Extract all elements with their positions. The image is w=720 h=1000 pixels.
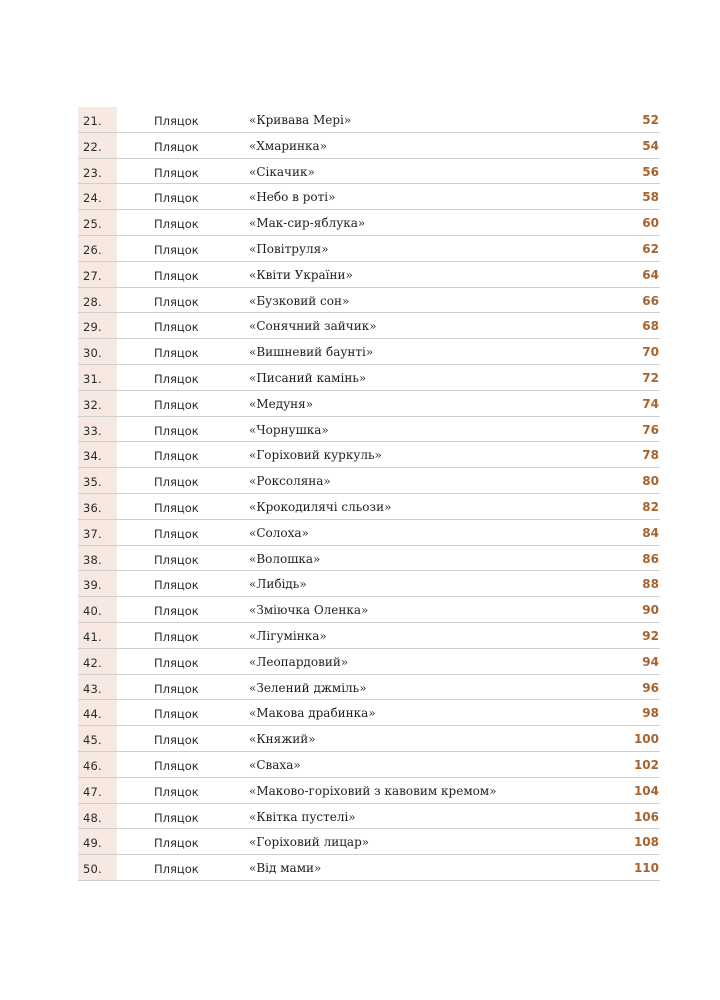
entry-page-number: 62 <box>642 241 659 256</box>
toc-row <box>78 288 660 314</box>
toc-row <box>78 597 660 623</box>
entry-page-number: 64 <box>642 267 659 282</box>
entry-title: «Медуня» <box>249 396 314 411</box>
table-of-contents <box>78 107 660 881</box>
entry-page-number: 110 <box>633 861 659 876</box>
entry-page-number: 108 <box>633 835 659 850</box>
entry-title: «Чорнушка» <box>249 422 329 437</box>
entry-page-number: 70 <box>642 345 659 360</box>
entry-category: Пляцок <box>154 294 199 309</box>
entry-category: Пляцок <box>154 836 199 851</box>
entry-page-number: 52 <box>642 113 659 127</box>
entry-category: Пляцок <box>154 500 199 515</box>
entry-number: 27. <box>83 268 102 283</box>
entry-category: Пляцок <box>154 604 199 619</box>
entry-page-number: 90 <box>642 603 659 618</box>
entry-category: Пляцок <box>154 423 199 438</box>
entry-title: «Макова драбинка» <box>249 706 376 721</box>
number-cell <box>78 571 117 596</box>
number-cell <box>78 675 117 700</box>
entry-category: Пляцок <box>154 578 199 593</box>
number-cell <box>78 339 117 364</box>
entry-page-number: 72 <box>642 370 659 385</box>
entry-number: 25. <box>83 217 102 232</box>
entry-number: 39. <box>83 578 102 593</box>
number-cell <box>78 442 117 467</box>
entry-category: Пляцок <box>154 139 199 154</box>
entry-number: 23. <box>83 165 102 180</box>
entry-page-number: 106 <box>633 809 659 824</box>
entry-number: 31. <box>83 371 102 386</box>
entry-category: Пляцок <box>154 862 199 877</box>
entry-title: «Зміючка Оленка» <box>249 603 369 618</box>
entry-title: «Сонячний зайчик» <box>249 319 377 334</box>
entry-category: Пляцок <box>154 733 199 748</box>
number-cell <box>78 184 117 209</box>
entry-title: «Маково-горіховий з кавовим кремом» <box>249 783 497 798</box>
toc-row <box>78 107 660 133</box>
entry-number: 47. <box>83 784 102 799</box>
number-cell <box>78 391 117 416</box>
entry-number: 33. <box>83 423 102 438</box>
entry-category: Пляцок <box>154 784 199 799</box>
toc-row <box>78 778 660 804</box>
entry-title: «Квіти України» <box>249 267 353 282</box>
entry-number: 26. <box>83 242 102 257</box>
entry-category: Пляцок <box>154 681 199 696</box>
entry-page-number: 60 <box>642 216 659 231</box>
number-cell <box>78 210 117 235</box>
number-cell <box>78 365 117 390</box>
entry-category: Пляцок <box>154 191 199 206</box>
entry-title: «Княжий» <box>249 732 316 747</box>
number-cell <box>78 726 117 751</box>
toc-row <box>78 829 660 855</box>
number-cell <box>78 133 117 158</box>
entry-number: 49. <box>83 836 102 851</box>
toc-row <box>78 571 660 597</box>
toc-row <box>78 262 660 288</box>
entry-page-number: 94 <box>642 654 659 669</box>
entry-category: Пляцок <box>154 552 199 567</box>
entry-title: «Сікачик» <box>249 164 315 179</box>
entry-number: 22. <box>83 139 102 154</box>
entry-category: Пляцок <box>154 397 199 412</box>
entry-page-number: 66 <box>642 293 659 308</box>
toc-row <box>78 236 660 262</box>
number-cell <box>78 468 117 493</box>
entry-title: «Либідь» <box>249 577 307 592</box>
entry-title: «Писаний камінь» <box>249 370 367 385</box>
entry-category: Пляцок <box>154 629 199 644</box>
number-cell <box>78 778 117 803</box>
entry-page-number: 98 <box>642 706 659 721</box>
entry-number: 28. <box>83 294 102 309</box>
entry-number: 46. <box>83 758 102 773</box>
entry-number: 35. <box>83 475 102 490</box>
toc-row <box>78 520 660 546</box>
entry-title: «Кривава Мері» <box>249 113 352 127</box>
entry-page-number: 54 <box>642 138 659 153</box>
entry-page-number: 74 <box>642 396 659 411</box>
entry-title: «Горіховий куркуль» <box>249 448 382 463</box>
toc-row <box>78 804 660 830</box>
toc-row <box>78 391 660 417</box>
toc-row <box>78 546 660 572</box>
toc-row <box>78 184 660 210</box>
toc-row <box>78 675 660 701</box>
number-cell <box>78 804 117 829</box>
entry-title: «Волошка» <box>249 551 321 566</box>
entry-number: 48. <box>83 810 102 825</box>
entry-number: 38. <box>83 552 102 567</box>
entry-title: «Квітка пустелі» <box>249 809 356 824</box>
entry-page-number: 80 <box>642 474 659 489</box>
toc-row <box>78 855 660 881</box>
entry-number: 43. <box>83 681 102 696</box>
entry-number: 45. <box>83 733 102 748</box>
number-cell <box>78 494 117 519</box>
toc-row <box>78 210 660 236</box>
entry-category: Пляцок <box>154 320 199 335</box>
number-cell <box>78 236 117 261</box>
number-cell <box>78 159 117 184</box>
entry-category: Пляцок <box>154 346 199 361</box>
entry-category: Пляцок <box>154 655 199 670</box>
entry-category: Пляцок <box>154 242 199 257</box>
toc-row <box>78 649 660 675</box>
entry-category: Пляцок <box>154 449 199 464</box>
entry-page-number: 84 <box>642 525 659 540</box>
entry-title: «Вишневий баунті» <box>249 345 374 360</box>
entry-category: Пляцок <box>154 371 199 386</box>
entry-title: «Леопардовий» <box>249 654 349 669</box>
entry-number: 30. <box>83 346 102 361</box>
number-cell <box>78 313 117 338</box>
toc-row <box>78 442 660 468</box>
entry-title: «Сваха» <box>249 757 301 772</box>
entry-category: Пляцок <box>154 268 199 283</box>
number-cell <box>78 520 117 545</box>
entry-number: 44. <box>83 707 102 722</box>
toc-row <box>78 752 660 778</box>
number-cell <box>78 597 117 622</box>
number-cell <box>78 752 117 777</box>
entry-category: Пляцок <box>154 114 199 128</box>
entry-category: Пляцок <box>154 758 199 773</box>
entry-page-number: 92 <box>642 628 659 643</box>
entry-number: 24. <box>83 191 102 206</box>
entry-title: «Роксоляна» <box>249 474 331 489</box>
number-cell <box>78 288 117 313</box>
entry-page-number: 104 <box>633 783 659 798</box>
toc-row <box>78 133 660 159</box>
toc-row <box>78 339 660 365</box>
entry-number: 29. <box>83 320 102 335</box>
entry-title: «Небо в роті» <box>249 190 336 205</box>
entry-title: «Від мами» <box>249 861 322 876</box>
number-cell <box>78 649 117 674</box>
entry-title: «Хмаринка» <box>249 138 328 153</box>
entry-number: 41. <box>83 629 102 644</box>
entry-page-number: 78 <box>642 448 659 463</box>
toc-row <box>78 313 660 339</box>
entry-number: 50. <box>83 862 102 877</box>
entry-number: 36. <box>83 500 102 515</box>
number-cell <box>78 855 117 880</box>
number-cell <box>78 829 117 854</box>
entry-number: 37. <box>83 526 102 541</box>
entry-title: «Горіховий лицар» <box>249 835 370 850</box>
number-cell <box>78 623 117 648</box>
entry-title: «Солоха» <box>249 525 309 540</box>
entry-page-number: 58 <box>642 190 659 205</box>
entry-category: Пляцок <box>154 165 199 180</box>
entry-page-number: 86 <box>642 551 659 566</box>
number-cell <box>78 262 117 287</box>
toc-row <box>78 417 660 443</box>
entry-page-number: 96 <box>642 680 659 695</box>
toc-row <box>78 726 660 752</box>
entry-category: Пляцок <box>154 475 199 490</box>
number-cell <box>78 107 117 132</box>
entry-title: «Зелений джміль» <box>249 680 367 695</box>
entry-category: Пляцок <box>154 526 199 541</box>
entry-number: 42. <box>83 655 102 670</box>
number-cell <box>78 546 117 571</box>
number-cell <box>78 700 117 725</box>
entry-page-number: 82 <box>642 499 659 514</box>
entry-category: Пляцок <box>154 810 199 825</box>
toc-row <box>78 159 660 185</box>
entry-category: Пляцок <box>154 217 199 232</box>
entry-title: «Повітруля» <box>249 241 329 256</box>
toc-row <box>78 468 660 494</box>
number-cell <box>78 417 117 442</box>
entry-page-number: 68 <box>642 319 659 334</box>
toc-row <box>78 700 660 726</box>
toc-row <box>78 365 660 391</box>
entry-page-number: 100 <box>633 732 659 747</box>
entry-page-number: 56 <box>642 164 659 179</box>
entry-number: 34. <box>83 449 102 464</box>
entry-page-number: 88 <box>642 577 659 592</box>
entry-title: «Лігумінка» <box>249 628 327 643</box>
entry-number: 32. <box>83 397 102 412</box>
entry-page-number: 76 <box>642 422 659 437</box>
toc-row <box>78 623 660 649</box>
toc-row <box>78 494 660 520</box>
entry-title: «Крокодилячі сльози» <box>249 499 392 514</box>
entry-page-number: 102 <box>633 757 659 772</box>
entry-number: 40. <box>83 604 102 619</box>
entry-category: Пляцок <box>154 707 199 722</box>
entry-title: «Мак-сир-яблука» <box>249 216 366 231</box>
entry-number: 21. <box>83 114 102 128</box>
entry-title: «Бузковий сон» <box>249 293 350 308</box>
